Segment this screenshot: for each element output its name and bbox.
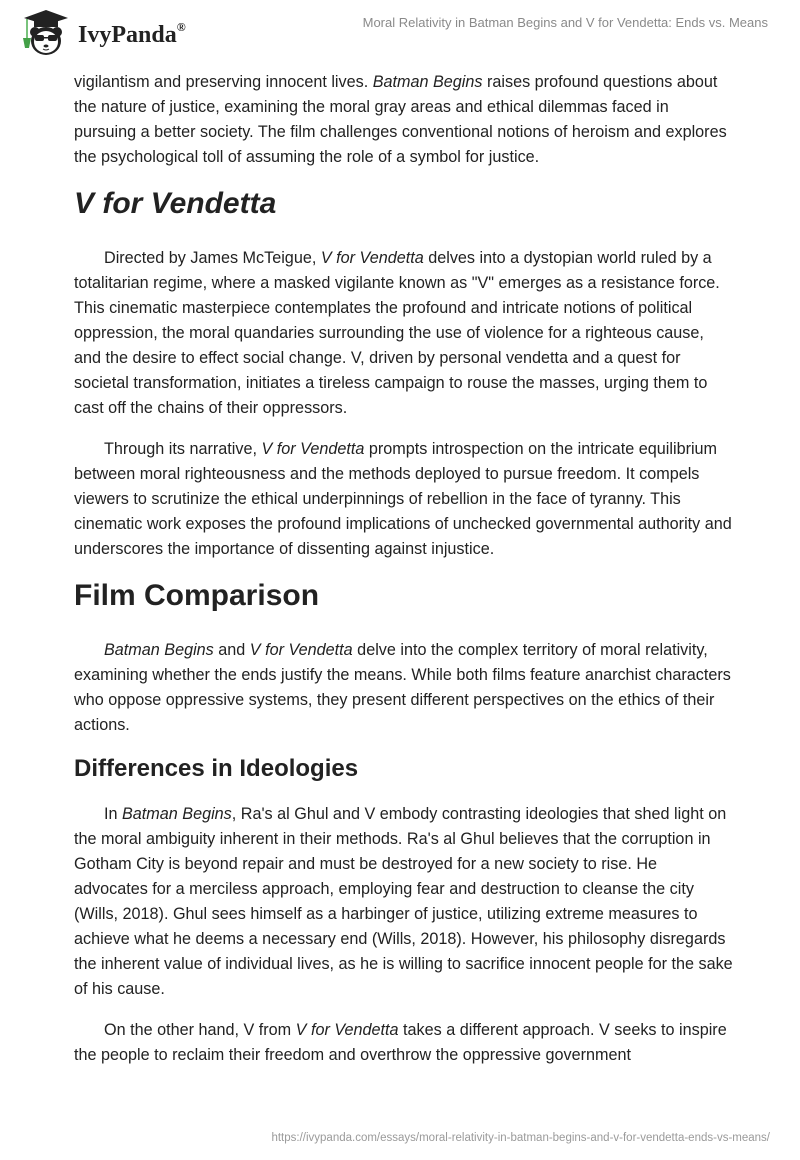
source-url[interactable]: https://ivypanda.com/essays/moral-relativity-in-batman-begins-and-v-for-vendetta-ends-vs-means/ (271, 1132, 770, 1144)
document-title: Moral Relativity in Batman Begins and V for Vendetta: Ends vs. Means (362, 15, 768, 30)
heading-differences-in-ideologies: Differences in Ideologies (74, 755, 359, 782)
paragraph-vfv-summary: Directed by James McTeigue, V for Vendetta delves into a dystopian world ruled by a totalitarian regime, where a masked vigilante known as "V" emerges as a resistance force. This cinematic masterpiece contemplates the profound and intricate notions of political oppression, the moral quandaries surrounding the use of violence for a righteous cause, and the desire to effect social change. V, driven by personal vendetta and a quest for societal transformation, initiates a tireless campaign to rouse the masses, urging them to cast off the chains of their oppressors. (74, 249, 720, 417)
heading-film-comparison: Film Comparison (74, 579, 320, 612)
heading-v-for-vendetta: V for Vendetta (74, 187, 277, 220)
paragraph-vfv-narrative: Through its narrative, V for Vendetta prompts introspection on the intricate equilibrium between moral righteousness and the methods deployed to pursue freedom. It compels viewers to scrutinize the ethical underpinnings of rebellion in the face of tyranny. This cinematic work exposes the profound implications of unchecked governmental authority and underscores the importance of dissenting against injustice. (74, 440, 732, 558)
paragraph-v-approach: On the other hand, V from V for Vendetta takes a different approach. V seeks to inspire the people to reclaim their freedom and overthrow the oppressive government (74, 1021, 727, 1064)
paragraph-comparison-intro: Batman Begins and V for Vendetta delve into the complex territory of moral relativity, examining whether the ends justify the means. While both films feature anarchist characters who oppose oppressive systems, they present different perspectives on the ethics of their actions. (74, 641, 731, 734)
ivypanda-logo[interactable] (16, 6, 186, 58)
logo-text: IvyPanda® (78, 19, 186, 48)
paragraph-ras-al-ghul: In Batman Begins, Ra's al Ghul and V embody contrasting ideologies that shed light on the moral ambiguity inherent in their methods. Ra's al Ghul believes that the corruption in Gotham City is beyond repair and must be destroyed for a new society to rise. He advocates for a merciless approach, employing fear and destruction to cleanse the city (Wills, 2018). Ghul sees himself as a harbinger of justice, utilizing extreme measures to achieve what he deems a necessary end (Wills, 2018). However, his philosophy disregards the inherent value of individual lives, as he is willing to sacrifice innocent people for the sake of his cause. (74, 805, 733, 998)
panda-graduate-icon (16, 6, 76, 58)
essay-body (74, 70, 734, 1084)
paragraph-intro-continuation: vigilantism and preserving innocent lives. Batman Begins raises profound questions about the nature of justice, examining the moral gray areas and ethical dilemmas faced in pursuing a better society. The film challenges conventional notions of heroism and explores the psychological toll of assuming the role of a symbol for justice. (74, 73, 727, 166)
page-header (0, 0, 800, 60)
